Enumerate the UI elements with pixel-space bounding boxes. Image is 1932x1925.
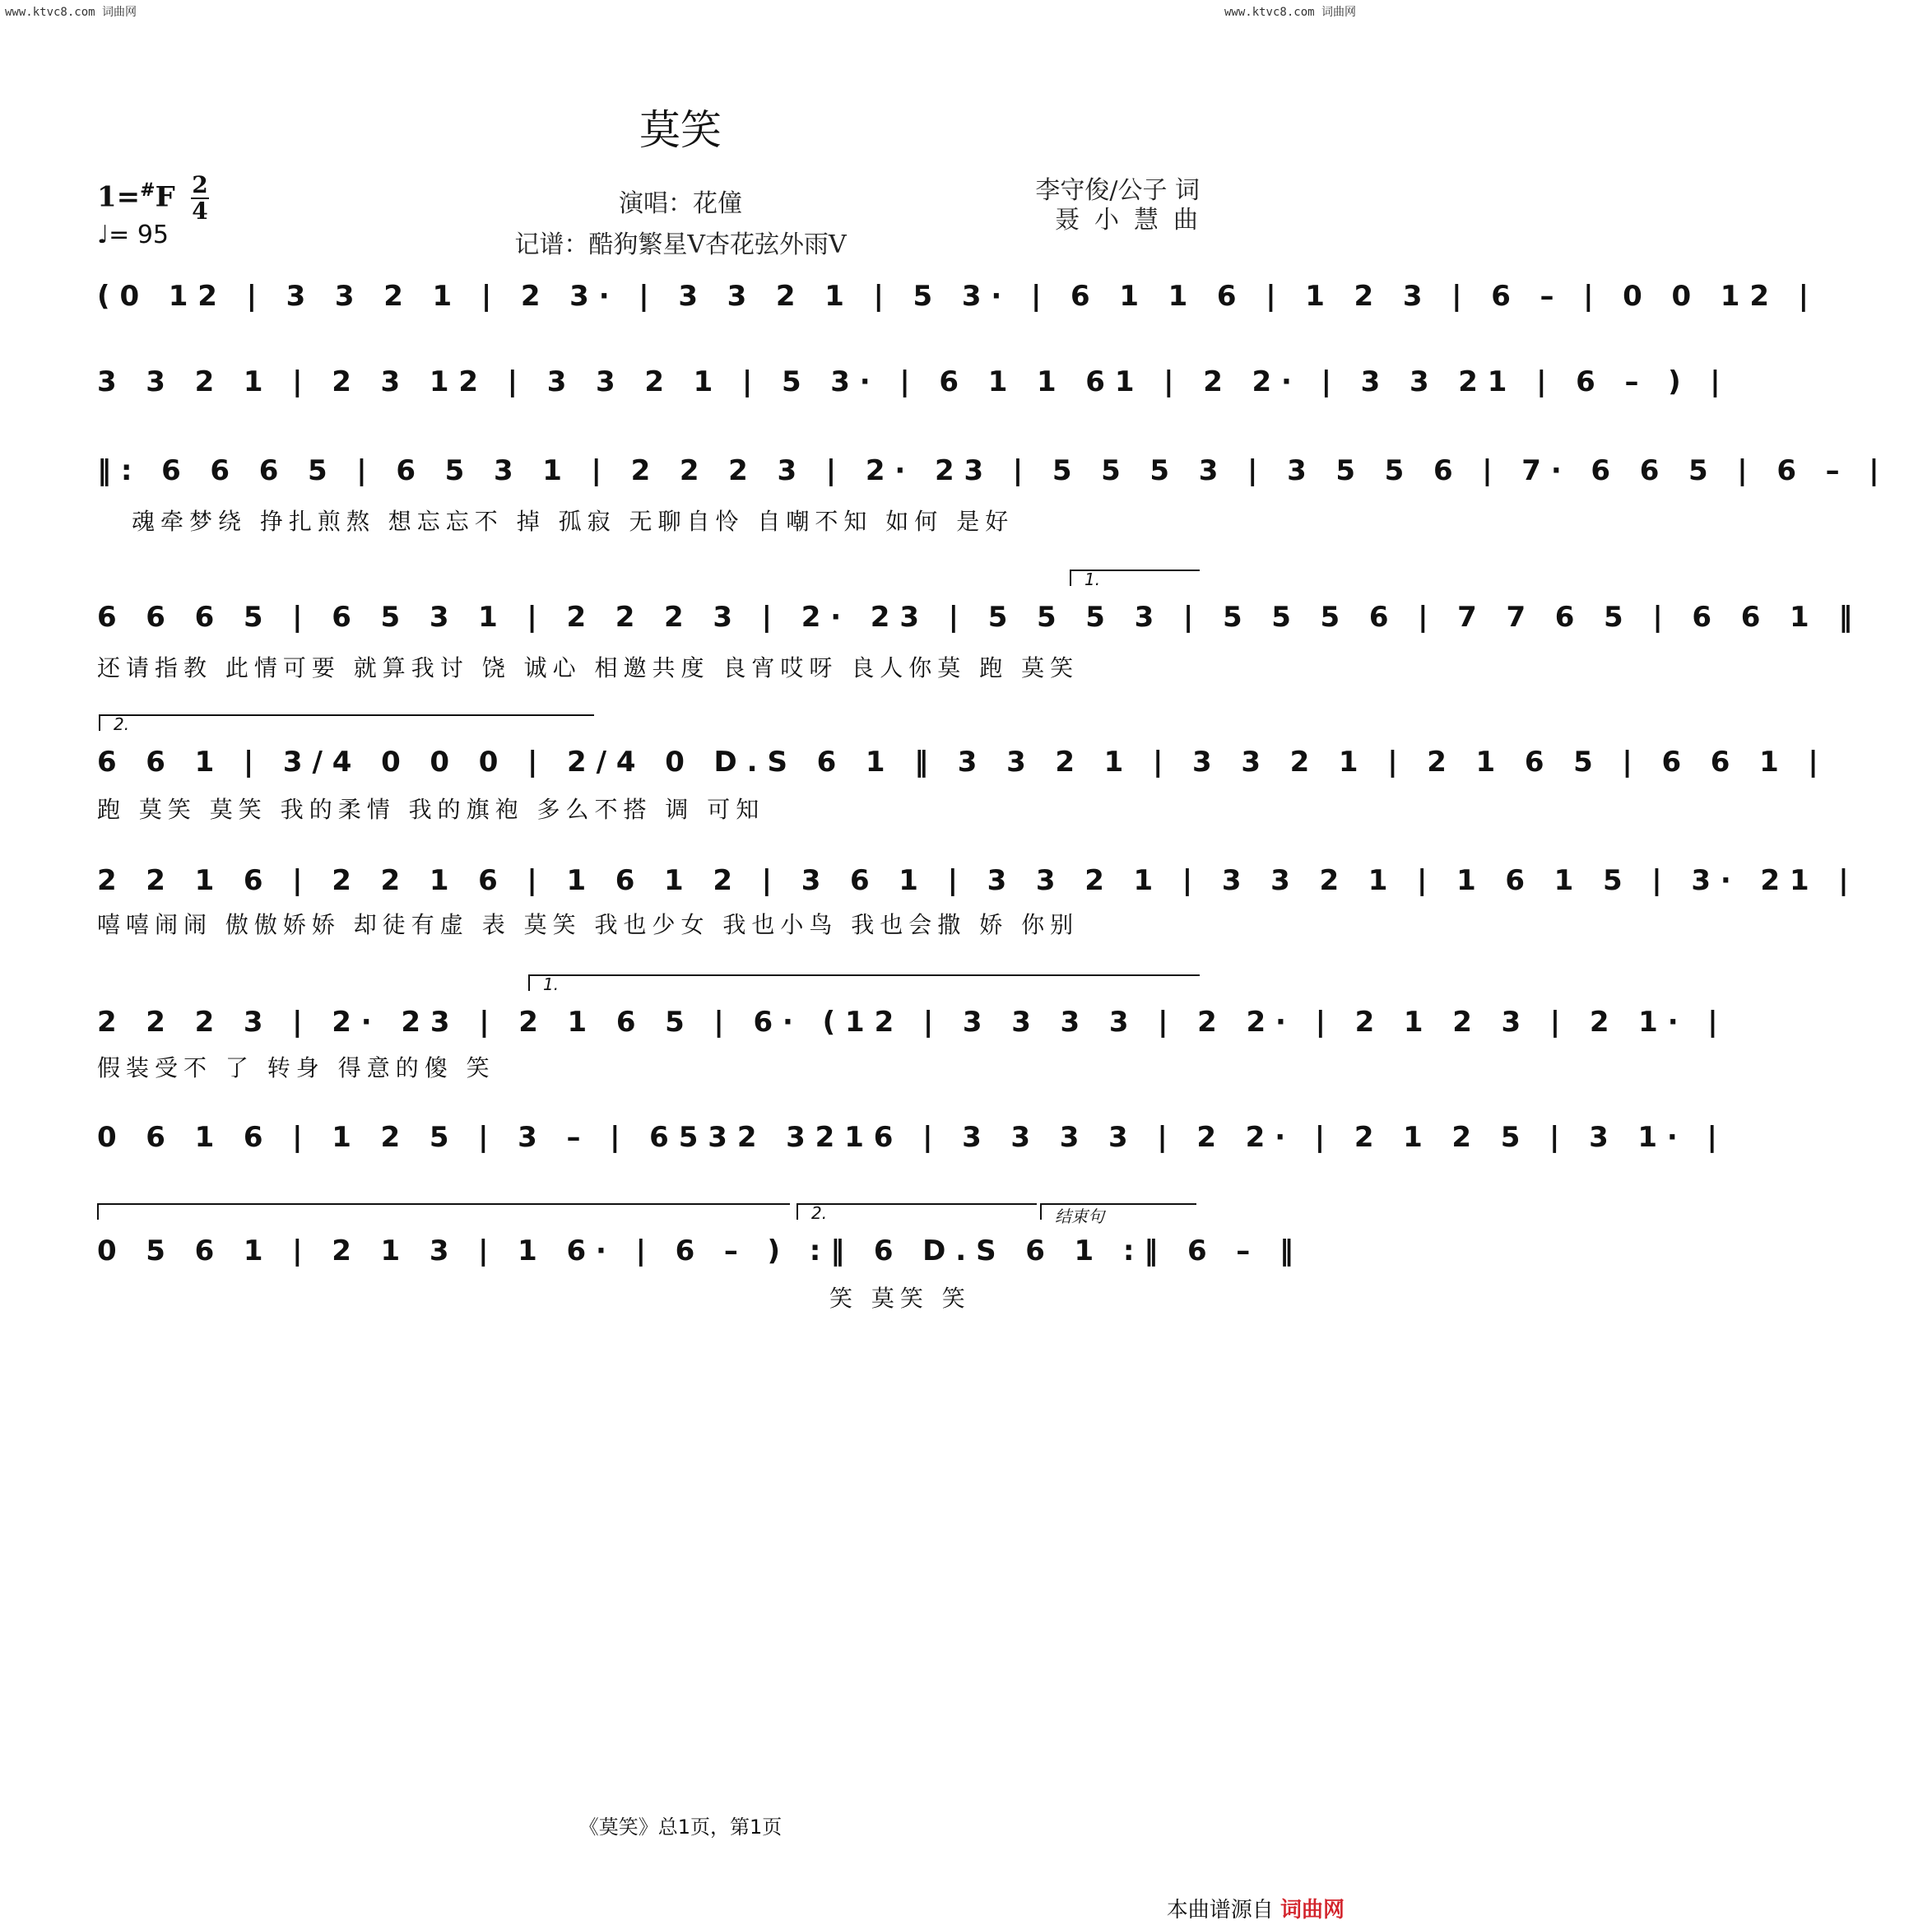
lyricist-credit: 李守俊/公子 词: [1035, 176, 1200, 205]
notation-line-4: 6 6 6 5 | 6 5 3 1 | 2 2 2 3 | 2· 23 | 5 5 5 3 | 5 5 5 6 | 7 7 6 5 | 6 6 1 ‖: [97, 601, 1863, 634]
lyrics-line-9: 笑 莫笑 笑: [829, 1285, 971, 1312]
notation-line-2: 3 3 2 1 | 2 3 12 | 3 3 2 1 | 5 3· | 6 1 1 61 | 2 2· | 3 3 21 | 6 – ) |: [97, 365, 1730, 398]
notation-line-8: 0 6 1 6 | 1 2 5 | 3 – | 6532 3216 | 3 3 3 3 | 2 2· | 2 1 2 5 | 3 1· |: [97, 1121, 1727, 1154]
volta-label: 结束句: [1055, 1207, 1104, 1226]
sharp-sign: #: [140, 179, 156, 201]
time-bottom: 4: [192, 198, 208, 225]
volta-label: 1.: [1084, 570, 1101, 589]
time-top: 2: [192, 171, 208, 198]
notation-line-6: 2 2 1 6 | 2 2 1 6 | 1 6 1 2 | 3 6 1 | 3 3 2 1 | 3 3 2 1 | 1 6 1 5 | 3· 21 |: [97, 864, 1859, 897]
song-title: 莫笑: [639, 106, 722, 154]
notation-line-9: 0 5 6 1 | 2 1 3 | 1 6· | 6 – ) :‖ 6 D.S 6 1 :‖ 6 – ‖: [97, 1235, 1303, 1267]
volta-bracket: [97, 1203, 790, 1220]
volta-bracket: [1070, 570, 1200, 589]
notation-line-1: (0 12 | 3 3 2 1 | 2 3· | 3 3 2 1 | 5 3· | 6 1 1 6 | 1 2 3 | 6 – | 0 0 12 |: [97, 280, 1818, 313]
volta-label: 2.: [114, 714, 130, 734]
page-footer: 《莫笑》总1页，第1页: [578, 1816, 783, 1839]
brand-text: 本曲谱源自: [1166, 1898, 1274, 1923]
composer-credit: 聂小慧曲: [1055, 206, 1213, 235]
notation-line-5: 6 6 1 | 3/4 0 0 0 | 2/4 0 D.S 6 1 ‖ 3 3 2 1 | 3 3 2 1 | 2 1 6 5 | 6 6 1 |: [97, 746, 1828, 779]
brand-logo: 词曲网: [1279, 1898, 1345, 1923]
site-watermark-left: www.ktvc8.com 词曲网: [5, 6, 137, 19]
volta-label: 1.: [543, 974, 560, 994]
lyrics-line-7: 假装受不 了 转身 得意的傻 笑: [97, 1054, 495, 1081]
tempo-marking: ♩= 95: [97, 221, 169, 249]
lyrics-line-6: 嘻嘻闹闹 傲傲娇娇 却徒有虚 表 莫笑 我也少女 我也小鸟 我也会撒 娇 你别: [97, 911, 1080, 938]
volta-bracket: [99, 714, 594, 734]
volta-label: 2.: [811, 1203, 828, 1223]
site-watermark-right: www.ktvc8.com 词曲网: [1224, 6, 1356, 19]
volta-bracket: [796, 1203, 1037, 1223]
lyrics-line-4: 还请指教 此情可要 就算我讨 饶 诚心 相邀共度 良宵哎呀 良人你莫 跑 莫笑: [97, 654, 1080, 681]
lyrics-line-5: 跑 莫笑 莫笑 我的柔情 我的旗袍 多么不搭 调 可知: [97, 796, 765, 823]
volta-bracket: [528, 974, 1200, 994]
volta-bracket: [1040, 1203, 1196, 1226]
notation-line-7: 2 2 2 3 | 2· 23 | 2 1 6 5 | 6· (12 | 3 3 3 3 | 2 2· | 2 1 2 3 | 2 1· |: [97, 1006, 1728, 1039]
singer-credit: 演唱：花僮: [619, 189, 742, 218]
lyrics-line-3: 魂牵梦绕 挣扎煎熬 想忘忘不 掉 孤寂 无聊自怜 自嘲不知 如何 是好: [132, 508, 1015, 535]
key-prefix: 1=: [97, 180, 141, 214]
transcriber-credit: 记谱：酷狗繁星V杏花弦外雨V: [514, 230, 847, 259]
source-brand: [1167, 1893, 1345, 1923]
key-note: F: [155, 180, 175, 214]
notation-line-3: ‖: 6 6 6 5 | 6 5 3 1 | 2 2 2 3 | 2· 23 | 5 5 5 3 | 3 5 5 6 | 7· 6 6 5 | 6 – |: [97, 454, 1889, 487]
